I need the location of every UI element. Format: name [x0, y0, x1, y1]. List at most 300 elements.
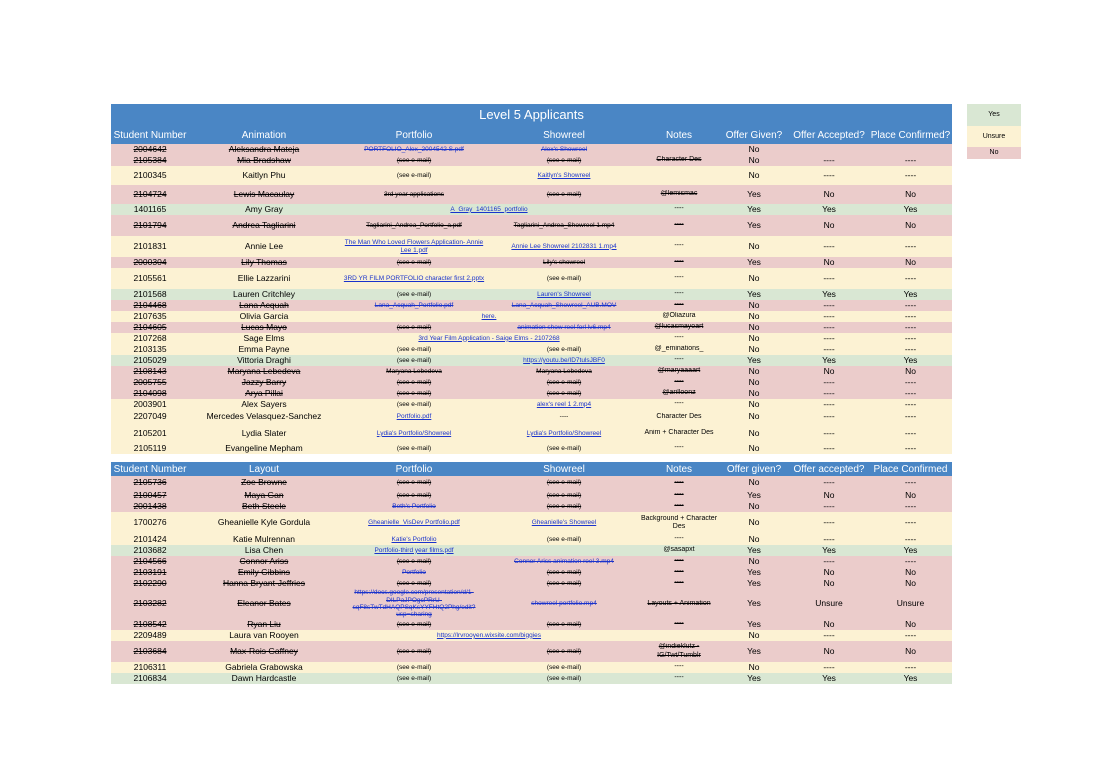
cell-offer-accepted: [789, 345, 869, 355]
cell-text: No: [748, 144, 760, 154]
header-portfolio: Portfolio: [395, 463, 433, 475]
cell-text: (see e-mail): [546, 444, 582, 452]
cell-offer-accepted: [789, 258, 869, 268]
cell-name: [189, 345, 339, 355]
cell-student-number: [111, 301, 189, 311]
header-portfolio: Portfolio: [395, 129, 433, 141]
cell-text: Yes: [903, 289, 918, 299]
cell-text: @lucasmayoart: [654, 323, 704, 331]
cell-offer-accepted: [789, 557, 869, 567]
cell-showreel: [489, 664, 639, 671]
cell-text: 2104566: [133, 556, 167, 566]
cell-offer-accepted: [789, 546, 869, 556]
cell-text: ----: [674, 478, 684, 486]
cell-text: Katie Mulrennan: [233, 534, 295, 544]
cell-offer-accepted: [789, 599, 869, 609]
cell-text: ----: [674, 221, 684, 229]
cell-text: ----: [823, 155, 835, 165]
cell-text: 2107635: [133, 311, 167, 321]
file-link[interactable]: 3RD YR FILM PORTFOLIO character first 2.pptx: [343, 274, 485, 282]
cell-text: ----: [674, 258, 684, 266]
cell-text: 2209489: [133, 630, 167, 640]
cell-text: No: [748, 630, 760, 640]
cell-student-number: [111, 546, 189, 556]
cell-name: [189, 290, 339, 300]
cell-student-number: [111, 190, 189, 200]
cell-text: ----: [823, 428, 835, 438]
cell-text: Yes: [747, 673, 761, 683]
cell-text: 2105736: [133, 478, 167, 488]
cell-text: ----: [674, 242, 684, 250]
cell-place-confirmed: [869, 674, 952, 684]
cell-name: [189, 620, 339, 630]
cell-portfolio: [339, 519, 489, 526]
table-row: [111, 567, 952, 578]
cell-text: ----: [904, 478, 917, 488]
cell-text: ----: [823, 311, 835, 321]
cell-offer-accepted: [789, 568, 869, 578]
cell-text: No: [905, 189, 916, 199]
cell-place-confirmed: [869, 518, 952, 528]
table-row: [111, 662, 952, 673]
table-row: [111, 673, 952, 684]
cell-notes: [639, 643, 719, 659]
cell-offer-given: [719, 400, 789, 410]
file-link[interactable]: Lauren's Showreel: [537, 290, 591, 298]
table-row: [111, 589, 952, 619]
file-link[interactable]: https://lrvrooyen.wixsite.com/biggies: [436, 631, 542, 639]
cell-text: (see e-mail): [396, 389, 432, 397]
cell-place-confirmed: [869, 557, 952, 567]
cell-student-number: [111, 478, 189, 488]
cell-name: [189, 221, 339, 231]
cell-portfolio: [339, 172, 489, 179]
cell-student-number: [111, 400, 189, 410]
cell-text: Ryan Liu: [247, 619, 281, 629]
cell-notes: [639, 502, 719, 510]
cell-text: (see e-mail): [546, 345, 582, 353]
cell-showreel: [489, 222, 639, 229]
cell-name: [189, 663, 339, 673]
cell-offer-given: [719, 599, 789, 609]
cell-portfolio: [339, 558, 489, 565]
cell-text: No: [748, 170, 760, 180]
cell-portfolio: [339, 479, 489, 486]
cell-notes: [639, 568, 719, 576]
cell-text: ----: [674, 674, 684, 682]
cell-text: 2100457: [133, 490, 167, 500]
cell-text: No: [823, 619, 835, 629]
file-link[interactable]: Portfolio.pdf: [396, 413, 432, 421]
cell-portfolio: [339, 302, 489, 309]
table-row: [111, 166, 952, 185]
cell-offer-accepted: [789, 444, 869, 454]
cell-text: (see e-mail): [396, 479, 432, 487]
cell-offer-accepted: [789, 620, 869, 630]
cell-name: [189, 478, 339, 488]
cell-place-confirmed: [869, 356, 952, 366]
cell-text: Jazzy Barry: [241, 377, 287, 387]
cell-text: 2101794: [133, 220, 167, 230]
cell-text: (see e-mail): [396, 378, 432, 386]
cell-showreel: [489, 324, 639, 331]
cell-portfolio: [339, 275, 489, 282]
cell-text: ----: [823, 534, 835, 544]
cell-place-confirmed: [869, 389, 952, 399]
cell-place-confirmed: [869, 631, 952, 641]
cell-text: 1401165: [133, 204, 167, 214]
cell-offer-accepted: [789, 312, 869, 322]
layout-table-header: [111, 462, 952, 476]
cell-student-number: [111, 221, 189, 231]
cell-text: ----: [904, 241, 917, 251]
cell-text: 2104724: [133, 189, 167, 199]
table-row: [111, 556, 952, 567]
cell-showreel: [489, 379, 639, 386]
cell-student-number: [111, 334, 189, 344]
cell-text: No: [748, 377, 760, 387]
cell-text: Mia Bradshaw: [237, 155, 291, 165]
cell-offer-accepted: [789, 190, 869, 200]
header-offer-given: Offer given?: [726, 463, 782, 475]
cell-text: ----: [823, 344, 835, 354]
cell-text: 2103684: [133, 646, 167, 656]
cell-text: No: [905, 490, 916, 500]
cell-student-number: [111, 290, 189, 300]
cell-text: ----: [904, 170, 917, 180]
header-student-number: Student Number: [113, 129, 187, 141]
cell-text: Eleanor Bates: [237, 599, 291, 609]
cell-offer-given: [719, 674, 789, 684]
cell-offer-accepted: [789, 478, 869, 488]
file-link[interactable]: PORTFOLIO_Alex_2004542 S.pdf: [364, 145, 464, 153]
cell-student-number: [111, 620, 189, 630]
cell-text: Sage Elms: [243, 333, 285, 343]
header-notes: Notes: [665, 463, 693, 475]
cell-text: ----: [904, 630, 917, 640]
cell-text: Yes: [747, 490, 761, 500]
cell-text: 2000304: [133, 257, 167, 267]
cell-student-number: [111, 444, 189, 454]
cell-student-number: [111, 518, 189, 528]
cell-place-confirmed: [869, 378, 952, 388]
table-row: [111, 377, 952, 388]
cell-text: No: [748, 443, 760, 453]
cell-showreel: [489, 600, 639, 607]
cell-offer-accepted: [789, 491, 869, 501]
cell-student-number: [111, 345, 189, 355]
cell-text: (see e-mail): [396, 557, 432, 565]
cell-text: No: [748, 155, 760, 165]
cell-text: (see e-mail): [396, 620, 432, 628]
table-row: [111, 545, 952, 556]
file-link[interactable]: Annie Lee Showreel 2102831 1.mp4: [511, 242, 617, 250]
cell-notes: [639, 367, 719, 375]
cell-name: [189, 356, 339, 366]
cell-text: ----: [823, 273, 835, 283]
cell-text: (see e-mail): [396, 156, 432, 164]
cell-showreel: [489, 390, 639, 397]
cell-text: Yes: [747, 257, 761, 267]
cell-offer-given: [719, 242, 789, 252]
cell-name: [189, 599, 339, 609]
cell-text: ----: [674, 205, 684, 213]
cell-text: Lucas Mayo: [241, 322, 287, 332]
cell-text: No: [905, 578, 916, 588]
cell-name: [189, 378, 339, 388]
cell-text: Yes: [822, 673, 836, 683]
file-link[interactable]: Katie's Portfolio: [391, 535, 437, 543]
cell-student-number: [111, 258, 189, 268]
cell-text: ----: [823, 443, 835, 453]
cell-offer-given: [719, 502, 789, 512]
cell-student-number: [111, 429, 189, 439]
cell-name: [189, 301, 339, 311]
cell-text: ----: [823, 377, 835, 387]
level5-table: [111, 126, 952, 684]
cell-place-confirmed: [869, 400, 952, 410]
file-link[interactable]: Gheanielle_VisDev Portfolio.pdf: [368, 519, 460, 527]
file-link[interactable]: animation show reel forl lv6.mp4: [517, 323, 611, 331]
layout-table-body: [111, 476, 952, 684]
cell-portfolio: [339, 146, 489, 153]
cell-portfolio: [339, 346, 489, 353]
cell-place-confirmed: [869, 647, 952, 657]
cell-name: [189, 389, 339, 399]
cell-place-confirmed: [869, 258, 952, 268]
cell-text: 2108143: [133, 366, 167, 376]
cell-text: No: [748, 344, 760, 354]
cell-text: ----: [823, 241, 835, 251]
cell-name: [189, 274, 339, 284]
cell-text: Aleksandra Mateja: [228, 144, 300, 154]
file-link[interactable]: showreel portfolio.mp4: [531, 600, 597, 608]
cell-text: No: [905, 619, 916, 629]
cell-name: [189, 242, 339, 252]
cell-showreel: [489, 291, 639, 298]
cell-name: [189, 568, 339, 578]
cell-portfolio: [339, 335, 639, 342]
cell-text: ----: [823, 333, 835, 343]
cell-offer-accepted: [789, 323, 869, 333]
file-link[interactable]: Portfolio-third year films.pdf: [374, 546, 454, 554]
header-place-confirmed: Place Confirmed?: [870, 129, 951, 141]
table-row: [111, 388, 952, 399]
table-row: [111, 410, 952, 424]
cell-offer-given: [719, 535, 789, 545]
header-student-number: Student Number: [113, 463, 187, 475]
cell-text: Lily Thomas: [241, 257, 287, 267]
file-link[interactable]: Gheanielle's Showreel: [531, 519, 597, 527]
cell-name: [189, 205, 339, 215]
cell-offer-given: [719, 221, 789, 231]
file-link[interactable]: Lana_Acquah_Showreel_AUB.MOV: [511, 301, 617, 309]
cell-text: ----: [904, 534, 917, 544]
cell-text: 2106834: [133, 673, 167, 683]
cell-place-confirmed: [869, 190, 952, 200]
cell-student-number: [111, 171, 189, 181]
header-offer-accepted: Offer Accepted?: [793, 129, 865, 141]
cell-notes: [639, 546, 719, 554]
file-link[interactable]: Connor Ariss animation reel 3.mp4: [514, 557, 614, 565]
cell-text: No: [748, 556, 760, 566]
cell-place-confirmed: [869, 367, 952, 377]
cell-text: 2104468: [133, 300, 167, 310]
cell-name: [189, 491, 339, 501]
table-header: [111, 126, 952, 144]
cell-text: Yes: [747, 355, 761, 365]
cell-notes: [639, 535, 719, 543]
cell-offer-given: [719, 323, 789, 333]
file-link[interactable]: https://docs.google.com/presentation/d/1-DILPaJPOgcPRrU-sqF8sTwTdHAQPSqKsYYFHtQ2Phg/edit?usp=sharing: [352, 589, 476, 619]
cell-text: Yes: [747, 567, 761, 577]
cell-student-number: [111, 412, 189, 422]
cell-text: (see e-mail): [546, 674, 582, 682]
cell-text: Hanna Bryant-Jeffries: [222, 578, 306, 588]
table-row: [111, 144, 952, 155]
file-link[interactable]: Kaitlyn's Showreel: [537, 171, 591, 179]
cell-text: Yes: [747, 545, 761, 555]
file-link[interactable]: Lana_Acquah_Portfolio.pdf: [374, 301, 454, 309]
table-row: [111, 355, 952, 366]
cell-place-confirmed: [869, 290, 952, 300]
cell-name: [189, 171, 339, 181]
cell-offer-accepted: [789, 400, 869, 410]
file-link[interactable]: Lydia's Portfolio/Showreel: [376, 429, 452, 437]
cell-showreel: [489, 580, 639, 587]
cell-showreel: [489, 346, 639, 353]
cell-text: ----: [823, 556, 835, 566]
file-link[interactable]: https://youtu.be/ID7tulsJBF0: [523, 356, 605, 364]
cell-text: Yes: [747, 599, 761, 609]
cell-offer-accepted: [789, 674, 869, 684]
cell-text: (see e-mail): [396, 345, 432, 353]
legend-unsure: Unsure: [967, 126, 1021, 147]
file-link[interactable]: here.: [481, 312, 497, 320]
file-link[interactable]: A_Gray_1401165_portfolio: [450, 205, 528, 213]
cell-student-number: [111, 491, 189, 501]
cell-student-number: [111, 145, 189, 155]
cell-notes: [639, 301, 719, 309]
cell-portfolio: [339, 536, 489, 543]
cell-text: No: [748, 311, 760, 321]
cell-notes: [639, 620, 719, 628]
cell-offer-given: [719, 190, 789, 200]
cell-text: (see e-mail): [396, 290, 432, 298]
file-link[interactable]: Portfolio: [402, 568, 426, 576]
file-link[interactable]: Lydia's Portfolio/Showreel: [526, 429, 602, 437]
cell-offer-accepted: [789, 356, 869, 366]
cell-place-confirmed: [869, 568, 952, 578]
table-row: [111, 155, 952, 166]
cell-notes: [639, 242, 719, 250]
cell-name: [189, 156, 339, 166]
cell-name: [189, 535, 339, 545]
cell-text: ----: [904, 333, 917, 343]
table-body: [111, 144, 952, 454]
cell-offer-accepted: [789, 242, 869, 252]
cell-name: [189, 429, 339, 439]
cell-portfolio: [339, 413, 489, 420]
cell-text: ----: [674, 568, 684, 576]
cell-text: No: [748, 366, 760, 376]
cell-offer-given: [719, 356, 789, 366]
cell-text: ----: [674, 535, 684, 543]
cell-place-confirmed: [869, 535, 952, 545]
legend-no: No: [967, 147, 1021, 159]
table-row: [111, 300, 952, 311]
cell-text: ----: [904, 556, 917, 566]
file-link[interactable]: Beth's Portfolio: [392, 502, 436, 510]
cell-name: [189, 557, 339, 567]
file-link[interactable]: 3rd Year Film Application - Saige Elms - 2107268: [418, 334, 560, 342]
cell-text: No: [823, 220, 835, 230]
cell-showreel: [489, 157, 639, 164]
cell-text: ----: [674, 579, 684, 587]
cell-text: No: [748, 662, 760, 672]
cell-text: No: [748, 428, 760, 438]
cell-text: Yes: [822, 204, 836, 214]
cell-showreel: [489, 621, 639, 628]
cell-portfolio: [339, 222, 489, 229]
cell-text: Unsure: [815, 599, 843, 609]
cell-portfolio: [339, 675, 489, 682]
file-link[interactable]: The Man Who Loved Flowers Application- Annie Lee 1.pdf: [344, 239, 484, 254]
cell-text: ----: [674, 274, 684, 282]
cell-place-confirmed: [869, 221, 952, 231]
cell-offer-given: [719, 557, 789, 567]
cell-text: 2004642: [133, 144, 167, 154]
cell-student-number: [111, 389, 189, 399]
cell-offer-accepted: [789, 301, 869, 311]
cell-text: ----: [904, 300, 917, 310]
cell-notes: [639, 274, 719, 282]
cell-offer-given: [719, 145, 789, 155]
cell-text: No: [748, 241, 760, 251]
cell-text: Yes: [747, 289, 761, 299]
file-link[interactable]: Alex's Showreel: [540, 145, 588, 153]
cell-text: Yes: [747, 646, 761, 656]
cell-notes: [639, 356, 719, 364]
cell-offer-given: [719, 312, 789, 322]
cell-notes: [639, 205, 719, 213]
cell-text: (see e-mail): [546, 663, 582, 671]
cell-text: No: [748, 300, 760, 310]
cell-notes: [639, 413, 719, 421]
cell-notes: [639, 323, 719, 331]
cell-portfolio: [339, 239, 489, 254]
cell-text: ----: [904, 501, 917, 511]
cell-offer-accepted: [789, 647, 869, 657]
cell-offer-accepted: [789, 367, 869, 377]
cell-place-confirmed: [869, 444, 952, 454]
cell-text: Lily's showreel: [542, 258, 586, 266]
table-row: [111, 534, 952, 545]
cell-text: ----: [674, 502, 684, 510]
cell-text: ----: [823, 478, 835, 488]
cell-text: (see e-mail): [546, 274, 582, 282]
cell-portfolio: [339, 503, 489, 510]
cell-notes: [639, 515, 719, 531]
file-link[interactable]: alex's reel 1 2.mp4: [536, 400, 592, 408]
cell-place-confirmed: [869, 323, 952, 333]
cell-showreel: [489, 648, 639, 655]
cell-offer-accepted: [789, 378, 869, 388]
table-row: [111, 641, 952, 662]
cell-name: [189, 367, 339, 377]
cell-place-confirmed: [869, 502, 952, 512]
cell-portfolio: [339, 157, 489, 164]
